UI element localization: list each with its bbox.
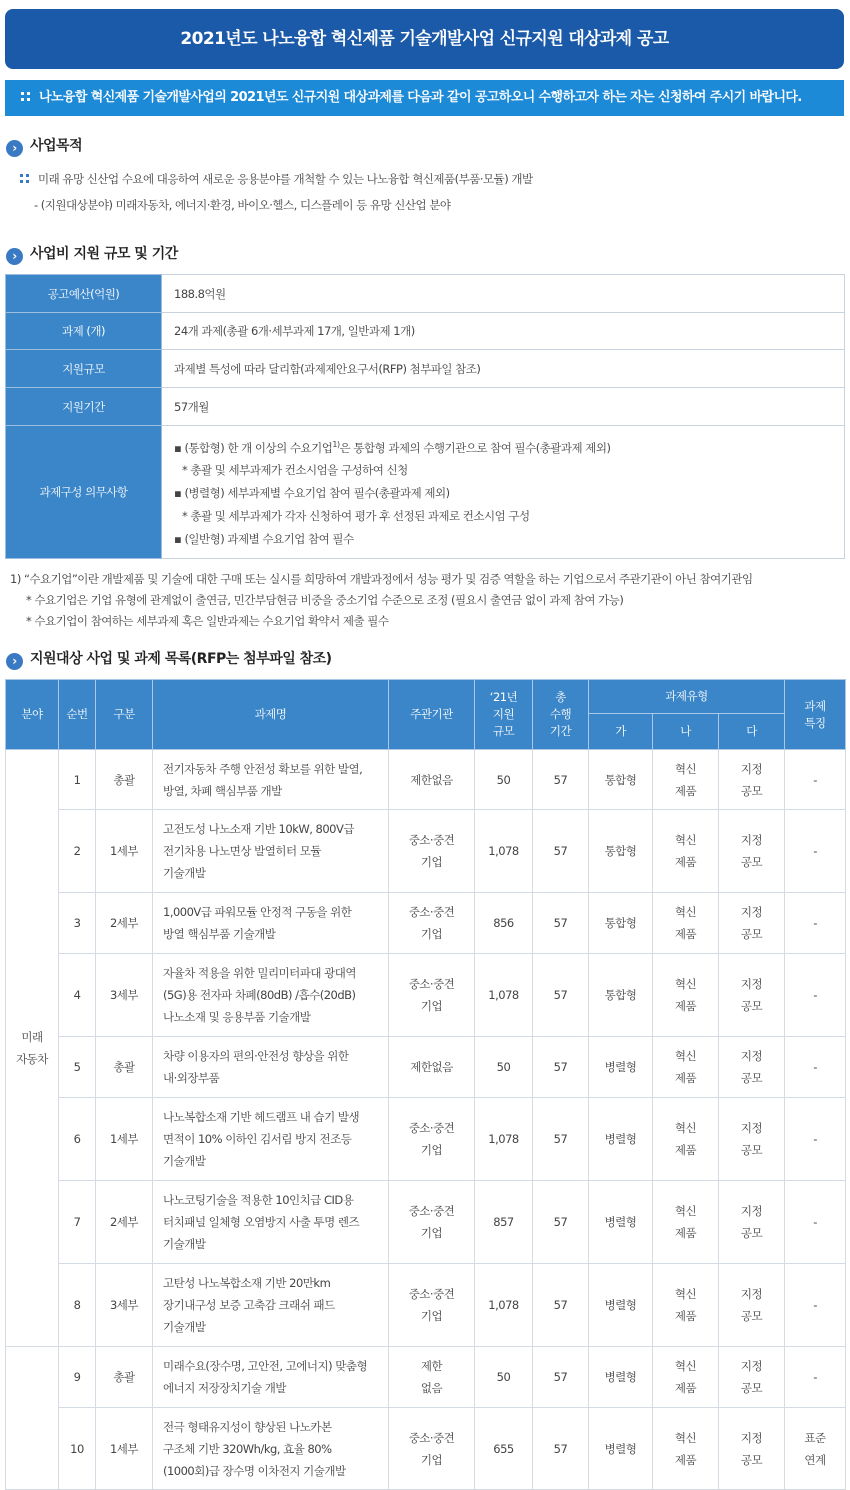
cell-no: 10 xyxy=(59,1408,96,1490)
footnote-2: * 수요기업은 기업 유형에 관계없이 출연금, 민간부담현금 비중을 중소기업 수준으로 조정 (필요시 출연금 없이 과제 참여 가능) xyxy=(26,593,624,607)
cell-na: 혁신 제품 xyxy=(653,1181,719,1264)
cell-period: 57 xyxy=(533,1408,589,1490)
cell-na: 혁신 제품 xyxy=(653,893,719,954)
cell-org: 중소·중견 기업 xyxy=(389,893,475,954)
notice-banner xyxy=(5,80,844,116)
cell-ga: 병렬형 xyxy=(589,1408,653,1490)
cell-na: 혁신 제품 xyxy=(653,1037,719,1098)
info-key: 지원기간 xyxy=(6,388,162,426)
cell-budget: 1,078 xyxy=(475,954,533,1037)
cell-budget: 856 xyxy=(475,893,533,954)
info-row xyxy=(6,313,845,350)
cell-type: 3세부 xyxy=(96,954,153,1037)
cell-period: 57 xyxy=(533,1264,589,1347)
table-header-row xyxy=(6,680,846,714)
cell-no: 6 xyxy=(59,1098,96,1181)
info-key: 과제 (개) xyxy=(6,313,162,350)
info-row xyxy=(6,388,845,426)
cell-type: 2세부 xyxy=(96,1181,153,1264)
cell-no: 8 xyxy=(59,1264,96,1347)
cell-na: 혁신 제품 xyxy=(653,954,719,1037)
cell-type: 1세부 xyxy=(96,1408,153,1490)
table-row xyxy=(6,1037,846,1098)
cell-da: 지정 공모 xyxy=(719,1347,785,1408)
cell-org: 중소·중견 기업 xyxy=(389,1098,475,1181)
header-ga: 가 xyxy=(589,714,653,750)
table-row xyxy=(6,1098,846,1181)
chevron-right-icon: › xyxy=(6,653,23,670)
cell-type: 총괄 xyxy=(96,1347,153,1408)
cell-budget: 50 xyxy=(475,750,533,810)
purpose-line-1: 미래 유망 신산업 수요에 대응하여 새로운 응용분야를 개척할 수 있는 나노융합 혁신제품(부품·모듈) 개발 xyxy=(20,171,533,187)
cell-feature: - xyxy=(785,810,846,893)
table-row xyxy=(6,810,846,893)
budget-info-table xyxy=(5,274,845,559)
table-row xyxy=(6,1264,846,1347)
cell-budget: 857 xyxy=(475,1181,533,1264)
page-title: 2021년도 나노융합 혁신제품 기술개발사업 신규지원 대상과제 공고 xyxy=(5,9,844,69)
cell-name: 전기자동차 주행 안전성 확보를 위한 발열, 방열, 차폐 핵심부품 개발 xyxy=(153,750,389,810)
cell-ga: 병렬형 xyxy=(589,1037,653,1098)
cell-feature: - xyxy=(785,1037,846,1098)
chevron-right-icon: › xyxy=(6,248,23,265)
info-key: 공고예산(억원) xyxy=(6,275,162,313)
cell-org: 중소·중견 기업 xyxy=(389,1264,475,1347)
cell-name: 자율차 적용을 위한 밀리미터파대 광대역 (5G)용 전자파 차폐(80dB) /흡수(20dB) 나노소재 및 응용부품 기술개발 xyxy=(153,954,389,1037)
cell-feature: - xyxy=(785,893,846,954)
cell-da: 지정 공모 xyxy=(719,1264,785,1347)
cell-name: 전극 형태유지성이 향상된 나노카본 구조체 기반 320Wh/kg, 효율 80% (1000회)급 장수명 이차전지 기술개발 xyxy=(153,1408,389,1490)
cell-da: 지정 공모 xyxy=(719,893,785,954)
cell-ga: 통합형 xyxy=(589,893,653,954)
cell-org: 제한없음 xyxy=(389,1037,475,1098)
header-kind: 과제유형 xyxy=(589,680,785,714)
category-cell-continued xyxy=(6,1347,59,1490)
cell-ga: 통합형 xyxy=(589,954,653,1037)
requirement-item: * 총괄 및 세부과제가 각자 신청하여 평가 후 선정된 과제로 컨소시엄 구성 xyxy=(182,509,530,524)
info-row xyxy=(6,275,845,313)
cell-da: 지정 공모 xyxy=(719,1181,785,1264)
cell-feature: - xyxy=(785,750,846,810)
bullet-icon xyxy=(20,174,30,184)
section-heading-task-list: › 지원대상 사업 및 과제 목록(RFP는 첨부파일 참조) xyxy=(6,649,332,669)
header-feature: 과제 특징 xyxy=(785,680,846,750)
cell-budget: 1,078 xyxy=(475,810,533,893)
cell-ga: 병렬형 xyxy=(589,1347,653,1408)
cell-name: 고탄성 나노복합소재 기반 20만km 장기내구성 보증 고축감 크래쉬 패드 기술개발 xyxy=(153,1264,389,1347)
cell-org: 중소·중견 기업 xyxy=(389,954,475,1037)
info-key: 과제구성 의무사항 xyxy=(6,426,162,559)
cell-type: 3세부 xyxy=(96,1264,153,1347)
info-value: 188.8억원 xyxy=(162,275,845,313)
cell-period: 57 xyxy=(533,1098,589,1181)
requirement-item: * 총괄 및 세부과제가 컨소시엄을 구성하여 신청 xyxy=(182,463,408,478)
cell-na: 혁신 제품 xyxy=(653,1347,719,1408)
table-row xyxy=(6,1408,846,1490)
purpose-line-2: - (지원대상분야) 미래자동차, 에너지·환경, 바이오·헬스, 디스플레이 등 유망 신산업 분야 xyxy=(34,198,451,212)
cell-no: 3 xyxy=(59,893,96,954)
cell-type: 1세부 xyxy=(96,1098,153,1181)
section-heading-purpose: › 사업목적 xyxy=(6,136,82,156)
cell-na: 혁신 제품 xyxy=(653,750,719,810)
cell-period: 57 xyxy=(533,810,589,893)
cell-feature: 표준 연계 xyxy=(785,1408,846,1490)
cell-budget: 655 xyxy=(475,1408,533,1490)
cell-da: 지정 공모 xyxy=(719,1098,785,1181)
cell-budget: 50 xyxy=(475,1037,533,1098)
cell-no: 2 xyxy=(59,810,96,893)
cell-period: 57 xyxy=(533,954,589,1037)
table-body xyxy=(6,750,846,1490)
cell-no: 1 xyxy=(59,750,96,810)
table-row xyxy=(6,954,846,1037)
category-cell: 미래 자동차 xyxy=(6,750,59,1347)
table-row xyxy=(6,750,846,810)
info-row xyxy=(6,350,845,388)
header-type: 구분 xyxy=(96,680,153,750)
cell-org: 중소·중견 기업 xyxy=(389,1408,475,1490)
info-value: 과제별 특성에 따라 달리함(과제제안요구서(RFP) 첨부파일 참조) xyxy=(162,350,845,388)
header-da: 다 xyxy=(719,714,785,750)
cell-budget: 1,078 xyxy=(475,1264,533,1347)
info-value: 57개월 xyxy=(162,388,845,426)
header-field: 분야 xyxy=(6,680,59,750)
cell-ga: 통합형 xyxy=(589,810,653,893)
cell-period: 57 xyxy=(533,750,589,810)
cell-da: 지정 공모 xyxy=(719,750,785,810)
cell-feature: - xyxy=(785,1264,846,1347)
info-row-requirements xyxy=(6,426,845,559)
cell-da: 지정 공모 xyxy=(719,810,785,893)
info-value: 24개 과제(총괄 6개·세부과제 17개, 일반과제 1개) xyxy=(162,313,845,350)
requirements-list xyxy=(162,426,845,559)
cell-type: 2세부 xyxy=(96,893,153,954)
cell-name: 나노코팅기술을 적용한 10인치급 CID용 터치패널 일체형 오염방지 사출 투명 렌즈 기술개발 xyxy=(153,1181,389,1264)
cell-period: 57 xyxy=(533,1037,589,1098)
cell-da: 지정 공모 xyxy=(719,954,785,1037)
footnote-3: * 수요기업이 참여하는 세부과제 혹은 일반과제는 수요기업 확약서 제출 필수 xyxy=(26,614,389,628)
table-row xyxy=(6,1347,846,1408)
requirement-item: ▪ (일반형) 과제별 수요기업 참여 필수 xyxy=(174,532,354,547)
cell-na: 혁신 제품 xyxy=(653,1408,719,1490)
footnote-1: 1) “수요기업”이란 개발제품 및 기술에 대한 구매 또는 실시를 희망하여 개발과정에서 성능 평가 및 검증 역할을 하는 기업으로서 주관기관이 아닌 참여기관임 xyxy=(10,572,753,586)
cell-period: 57 xyxy=(533,893,589,954)
notice-text: 나노융합 혁신제품 기술개발사업의 2021년도 신규지원 대상과제를 다음과 같이 공고하오니 수행하고자 하는 자는 신청하여 주시기 바랍니다. xyxy=(39,90,802,105)
cell-na: 혁신 제품 xyxy=(653,1098,719,1181)
cell-type: 1세부 xyxy=(96,810,153,893)
cell-no: 5 xyxy=(59,1037,96,1098)
chevron-right-icon: › xyxy=(6,140,23,157)
header-budget: ‘21년 지원 규모 xyxy=(475,680,533,750)
info-key: 지원규모 xyxy=(6,350,162,388)
cell-org: 중소·중견 기업 xyxy=(389,1181,475,1264)
task-list-table xyxy=(5,679,846,1490)
cell-org: 제한없음 xyxy=(389,750,475,810)
cell-period: 57 xyxy=(533,1347,589,1408)
cell-feature: - xyxy=(785,1098,846,1181)
cell-da: 지정 공모 xyxy=(719,1408,785,1490)
cell-no: 7 xyxy=(59,1181,96,1264)
cell-budget: 50 xyxy=(475,1347,533,1408)
cell-da: 지정 공모 xyxy=(719,1037,785,1098)
table-row xyxy=(6,1181,846,1264)
cell-feature: - xyxy=(785,954,846,1037)
cell-org: 제한 없음 xyxy=(389,1347,475,1408)
cell-name: 미래수요(장수명, 고안전, 고에너지) 맞춤형 에너지 저장장치기술 개발 xyxy=(153,1347,389,1408)
cell-ga: 병렬형 xyxy=(589,1098,653,1181)
cell-ga: 병렬형 xyxy=(589,1181,653,1264)
cell-name: 차량 이용자의 편의·안전성 향상을 위한 내·외장부품 xyxy=(153,1037,389,1098)
cell-ga: 통합형 xyxy=(589,750,653,810)
cell-na: 혁신 제품 xyxy=(653,810,719,893)
cell-type: 총괄 xyxy=(96,1037,153,1098)
cell-name: 나노복합소재 기반 헤드램프 내 습기 발생 면적이 10% 이하인 김서림 방지 전조등 기술개발 xyxy=(153,1098,389,1181)
bullet-icon xyxy=(21,92,31,102)
requirement-item: ▪ (통합형) 한 개 이상의 수요기업$^{1)}$은 통합형 과제의 수행기관으로 참여 필수(총괄과제 제외) xyxy=(174,439,611,455)
header-org: 주관기관 xyxy=(389,680,475,750)
cell-no: 9 xyxy=(59,1347,96,1408)
cell-name: 1,000V급 파워모듈 안정적 구동을 위한 방열 핵심부품 기술개발 xyxy=(153,893,389,954)
cell-no: 4 xyxy=(59,954,96,1037)
cell-na: 혁신 제품 xyxy=(653,1264,719,1347)
cell-feature: - xyxy=(785,1347,846,1408)
table-row xyxy=(6,893,846,954)
header-name: 과제명 xyxy=(153,680,389,750)
section-heading-budget: › 사업비 지원 규모 및 기간 xyxy=(6,244,178,264)
cell-org: 중소·중견 기업 xyxy=(389,810,475,893)
cell-feature: - xyxy=(785,1181,846,1264)
requirement-item: ▪ (병렬형) 세부과제별 수요기업 참여 필수(총괄과제 제외) xyxy=(174,486,450,501)
cell-ga: 병렬형 xyxy=(589,1264,653,1347)
cell-period: 57 xyxy=(533,1181,589,1264)
cell-name: 고전도성 나노소재 기반 10kW, 800V급 전기차용 나노면상 발열히터 모듈 기술개발 xyxy=(153,810,389,893)
cell-type: 총괄 xyxy=(96,750,153,810)
header-period: 총 수행 기간 xyxy=(533,680,589,750)
cell-budget: 1,078 xyxy=(475,1098,533,1181)
header-na: 나 xyxy=(653,714,719,750)
header-no: 순번 xyxy=(59,680,96,750)
